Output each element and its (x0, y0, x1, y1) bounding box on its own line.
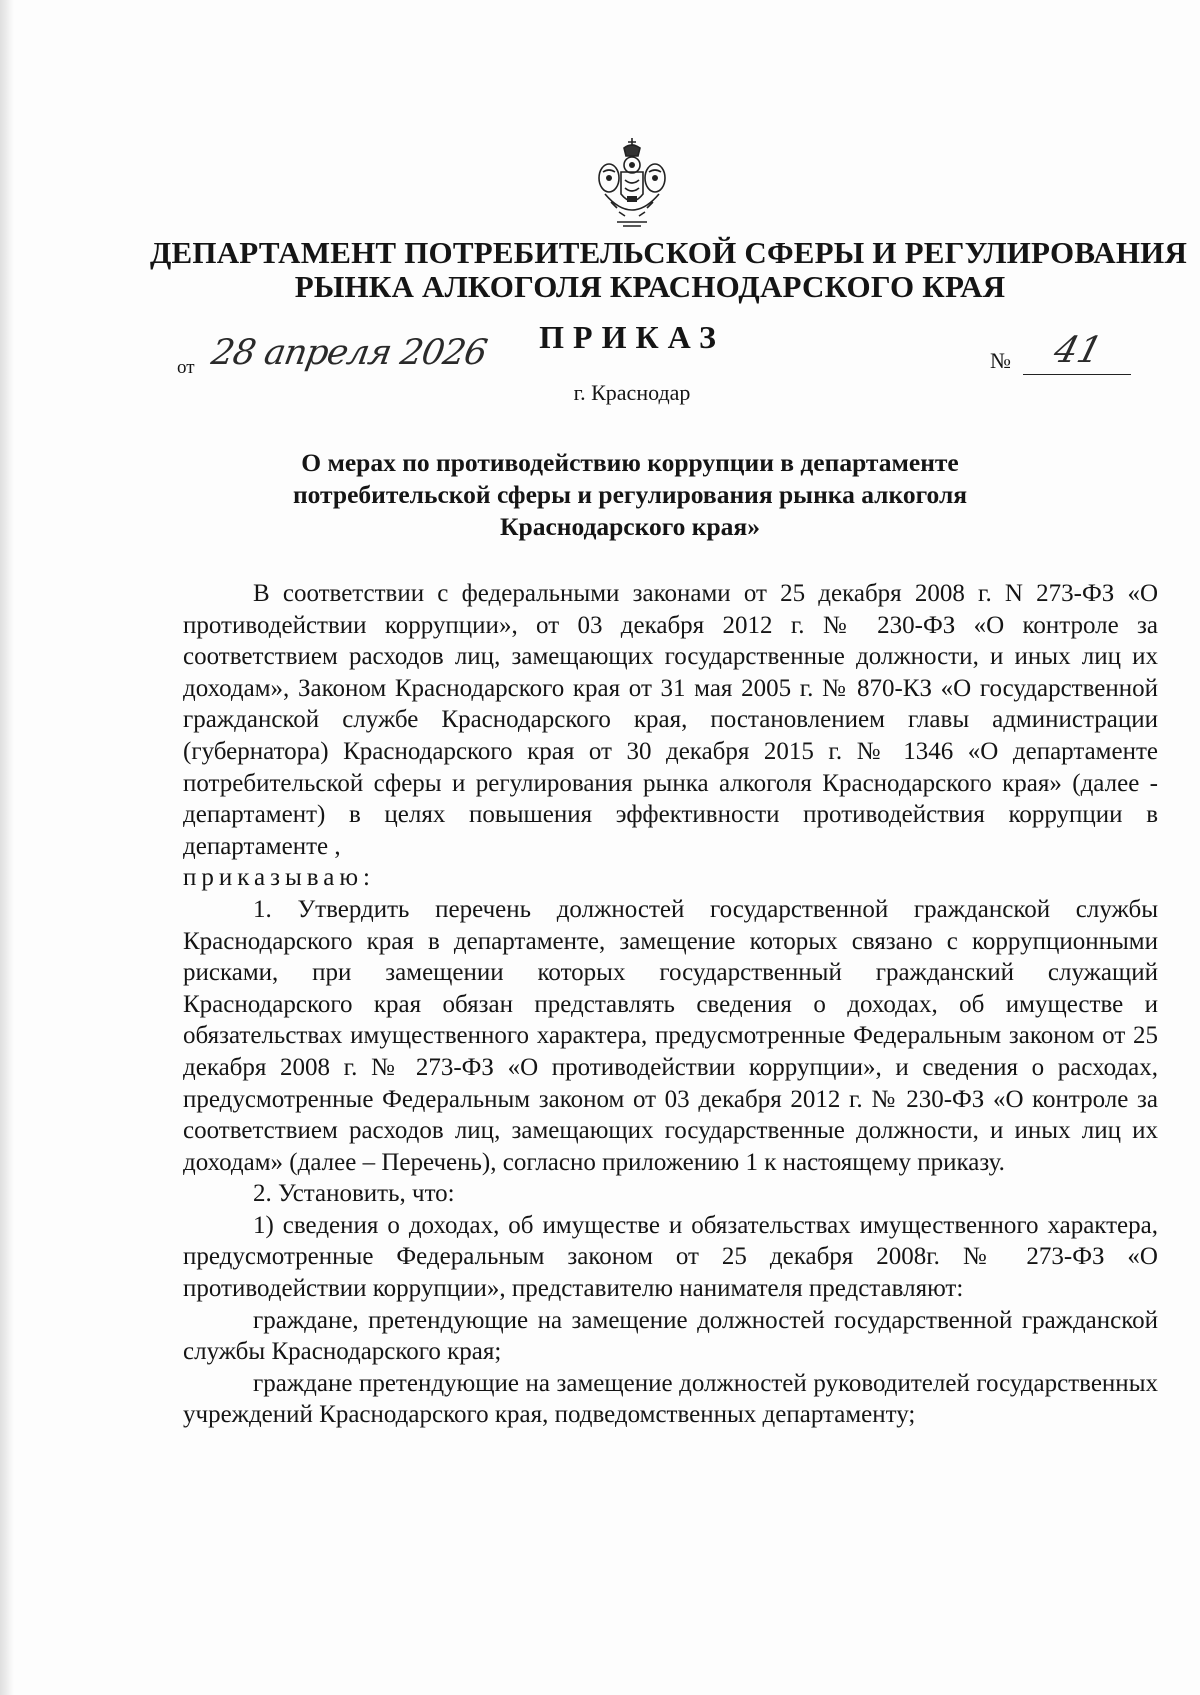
date-prefix: от (177, 357, 195, 378)
paragraph-item-1: 1. Утвердить перечень должностей государственной гражданской службы Краснодарского края в департаменте, замещение которых связано с коррупционными рисками, при замещении которых государственный гражданский служащий Краснодарского края обязан представлять сведения о доходах, об имуществе и обязательствах имущественного характера, предусмотренные Федеральным законом от 25 декабря 2008 г. № 273-ФЗ «О противодействии коррупции», и сведения о расходах, предусмотренные Федеральным законом от 03 декабря 2012 г. № 230-ФЗ «О контроле за соответствием расходов лиц, замещающих государственные должности, и иных лиц их доходам» (далее – Перечень), согласно приложению 1 к настоящему приказу. (183, 895, 1158, 1176)
number-underline (1023, 374, 1131, 375)
title-line: О мерах по противодействию коррупции в департаменте (301, 448, 959, 477)
paragraph-preamble: В соответствии с федеральными законами от 25 декабря 2008 г. N 273-ФЗ «О противодействии коррупции», от 03 декабря 2012 г. № 230-ФЗ «О контроле за соответствием расходов лиц, замещающих государственные должности, и иных лиц их доходам», Законом Краснодарского края от 31 мая 2005 г. № 870-КЗ «О государственной гражданской службе Краснодарского края, постановлением главы администрации (губернатора) Краснодарского края от 30 декабря 2015 г. № 1346 «О департаменте потребительской сферы и регулирования рынка алкоголя Краснодарского края» (далее - департамент) в целях повышения эффективности противодействия коррупции в департаменте , (183, 580, 1158, 860)
organization-name-line1: ДЕПАРТАМЕНТ ПОТРЕБИТЕЛЬСКОЙ СФЕРЫ И РЕГУЛИРОВАНИЯ (150, 235, 1188, 270)
paragraph-citizens-institutions: граждане претендующие на замещение должностей руководителей государственных учреждений Краснодарского края, подведомственных департаменту; (183, 1369, 1158, 1429)
city: г. Краснодар (573, 380, 691, 405)
number-handwritten: 41 (1049, 330, 1107, 371)
organization-name-line2: РЫНКА АЛКОГОЛЯ КРАСНОДАРСКОГО КРАЯ (294, 269, 1006, 304)
date-handwritten: 28 апреля 2026 (208, 333, 490, 373)
scan-edge-shadow (0, 0, 14, 1695)
document-type: ПРИКАЗ (539, 319, 725, 355)
paragraph-item-2-1: 1) сведения о доходах, об имуществе и обязательствах имущественного характера, предусмотренные Федеральным законом от 25 декабря 2008г. № 273-ФЗ «О противодействии коррупции», представителю нанимателя представляют: (183, 1211, 1158, 1303)
document-title (190, 447, 1070, 543)
paragraph-order-word: приказываю: (183, 864, 375, 892)
title-line: потребительской сферы и регулирования рынка алкоголя (292, 480, 968, 509)
number-prefix: № (990, 348, 1011, 373)
coat-of-arms-icon (597, 136, 667, 230)
title-line: Краснодарского края» (500, 512, 760, 541)
paragraph-citizens-civil-service: граждане, претендующие на замещение должностей государственной гражданской службы Краснодарского края; (183, 1306, 1158, 1366)
document-body (183, 578, 1158, 1431)
paragraph-item-2: 2. Установить, что: (253, 1180, 455, 1208)
